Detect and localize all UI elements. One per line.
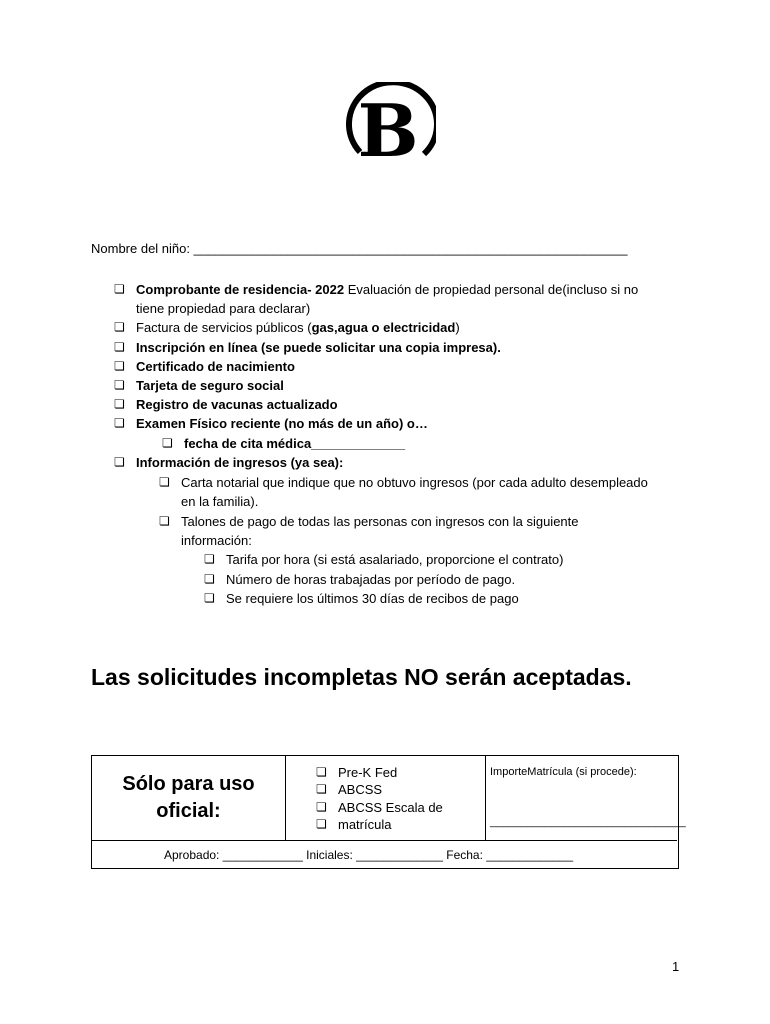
checkbox-icon[interactable]: ❏	[114, 282, 125, 296]
checklist-item	[114, 318, 460, 337]
checklist-text: Evaluación de propiedad personal de(incluso si no	[344, 282, 639, 297]
checklist-text: Inscripción en línea (se puede solicitar una copia impresa).	[136, 340, 501, 355]
child-name-blank[interactable]: ____________________________________________________________	[193, 241, 628, 256]
checkbox-icon[interactable]: ❏	[316, 817, 327, 831]
checkbox-icon[interactable]: ❏	[204, 572, 215, 586]
checkbox-icon[interactable]: ❏	[162, 436, 173, 450]
option-abcss-escala[interactable]	[316, 799, 443, 816]
option-label: ABCSS Escala de	[338, 800, 443, 815]
checklist-item	[159, 473, 648, 492]
checkbox-icon[interactable]: ❏	[316, 800, 327, 814]
checklist-text: fecha de cita médica_____________	[184, 436, 406, 451]
checklist-item	[114, 338, 501, 357]
official-title: Sólo para uso oficial:	[122, 773, 255, 822]
checkbox-icon[interactable]: ❏	[204, 552, 215, 566]
official-title-cell	[92, 756, 286, 840]
page-number: 1	[672, 959, 680, 974]
child-name-field[interactable]	[91, 241, 627, 256]
option-matricula[interactable]	[316, 816, 392, 833]
checklist-item	[162, 434, 406, 453]
checklist-text: Certificado de nacimiento	[136, 359, 295, 374]
checkbox-icon[interactable]: ❏	[316, 765, 327, 779]
checkbox-icon[interactable]: ❏	[316, 782, 327, 796]
approval-row	[92, 840, 677, 868]
checklist-text: Se requiere los últimos 30 días de recibos de pago	[226, 591, 519, 606]
checkbox-icon[interactable]: ❏	[114, 378, 125, 392]
checklist-text: Factura de servicios públicos (	[136, 320, 312, 335]
checkbox-icon[interactable]: ❏	[159, 514, 170, 528]
checklist-item	[114, 376, 284, 395]
fee-input-line[interactable]: ________________________________	[490, 816, 686, 828]
checklist-text: tiene propiedad para declarar)	[136, 301, 311, 316]
checklist-text: Tarjeta de seguro social	[136, 378, 284, 393]
option-abcss[interactable]	[316, 781, 383, 798]
checklist-item	[159, 512, 579, 531]
checkbox-icon[interactable]: ❏	[114, 416, 125, 430]
checklist-text: Número de horas trabajadas por período de pago.	[226, 572, 516, 587]
program-options-cell	[286, 756, 486, 840]
logo-letter: B	[357, 88, 419, 170]
checklist-item	[114, 280, 639, 299]
checklist-text: )	[455, 320, 460, 335]
child-name-label: Nombre del niño:	[91, 241, 194, 256]
checkbox-icon[interactable]: ❏	[204, 591, 215, 605]
checklist-text: Tarifa por hora (si está asalariado, proporcione el contrato)	[226, 552, 564, 567]
checklist-text: Carta notarial que indique que no obtuvo ingresos (por cada adulto desempleado	[181, 475, 648, 490]
checklist-text: Talones de pago de todas las personas con ingresos con la siguiente	[181, 514, 579, 529]
option-label: ABCSS	[338, 782, 383, 797]
checklist-item	[181, 492, 258, 511]
checklist-text: en la familia).	[181, 494, 259, 509]
option-prek-fed[interactable]	[316, 764, 398, 781]
company-logo	[336, 82, 436, 170]
option-label: Pre-K Fed	[338, 765, 398, 780]
checkbox-icon[interactable]: ❏	[114, 397, 125, 411]
checklist-item	[114, 414, 428, 433]
checklist-text: Registro de vacunas actualizado	[136, 397, 338, 412]
incomplete-warning: Las solicitudes incompletas NO serán aceptadas.	[91, 664, 632, 690]
checkbox-icon[interactable]: ❏	[159, 475, 170, 489]
checklist-item	[114, 357, 295, 376]
checklist-text: Información de ingresos (ya sea):	[136, 455, 344, 470]
checklist-text: gas,agua o electricidad	[311, 320, 456, 335]
checkbox-icon[interactable]: ❏	[114, 320, 125, 334]
checkbox-icon[interactable]: ❏	[114, 340, 125, 354]
checklist-item	[181, 531, 252, 550]
checkbox-icon[interactable]: ❏	[114, 359, 125, 373]
checklist-text: información:	[181, 533, 252, 548]
approval-signature-line[interactable]: Aprobado: ____________ Iniciales: _____________ Fecha: _____________	[164, 848, 574, 862]
checklist-item	[204, 550, 564, 569]
checklist-item	[204, 589, 519, 608]
checklist-item	[114, 395, 338, 414]
checklist-item	[136, 299, 310, 318]
fee-cell	[486, 756, 686, 840]
checklist-item	[204, 570, 516, 589]
official-use-box	[91, 755, 686, 869]
checklist-text: Examen Físico reciente (no más de un año) o…	[136, 416, 428, 431]
checklist-item	[114, 453, 344, 472]
option-label: matrícula	[338, 817, 392, 832]
fee-label: ImporteMatrícula (si procede):	[490, 766, 637, 778]
checklist-text: Comprobante de residencia- 2022	[136, 282, 345, 297]
checkbox-icon[interactable]: ❏	[114, 455, 125, 469]
